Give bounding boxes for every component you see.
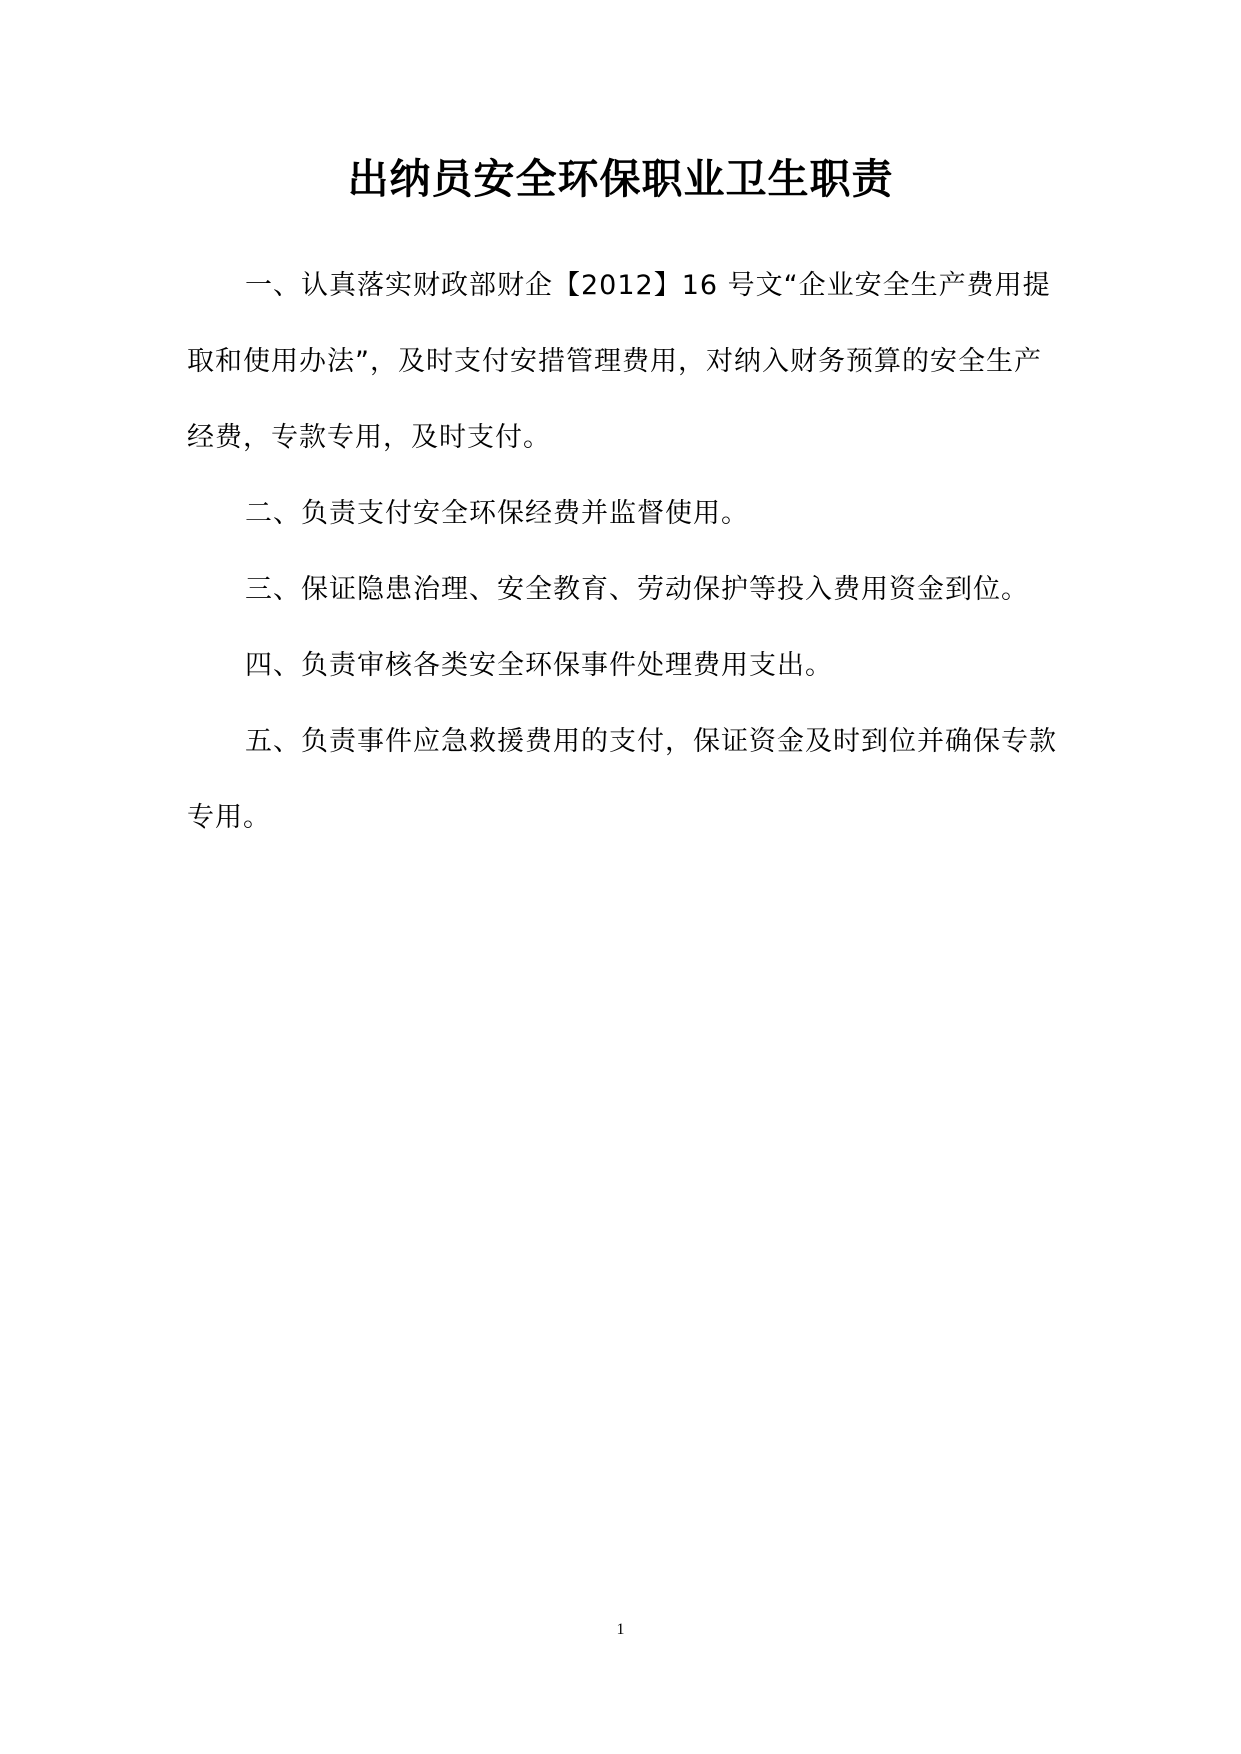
paragraph-4: 四、负责审核各类安全环保事件处理费用支出。	[245, 650, 833, 681]
document-body	[187, 248, 1059, 856]
page-number: 1	[616, 1621, 625, 1638]
document-title: 出纳员安全环保职业卫生职责	[347, 155, 894, 203]
paragraph-1: 一、认真落实财政部财企【2012】16 号文“企业安全生产费用提取和使用办法”，及时支付安措管理费用，对纳入财务预算的安全生产经费，专款专用，及时支付。	[187, 270, 1051, 453]
paragraph-2: 二、负责支付安全环保经费并监督使用。	[245, 498, 749, 529]
paragraph-5: 五、负责事件应急救援费用的支付，保证资金及时到位并确保专款专用。	[187, 726, 1057, 833]
paragraph-3: 三、保证隐患治理、安全教育、劳动保护等投入费用资金到位。	[245, 574, 1029, 605]
